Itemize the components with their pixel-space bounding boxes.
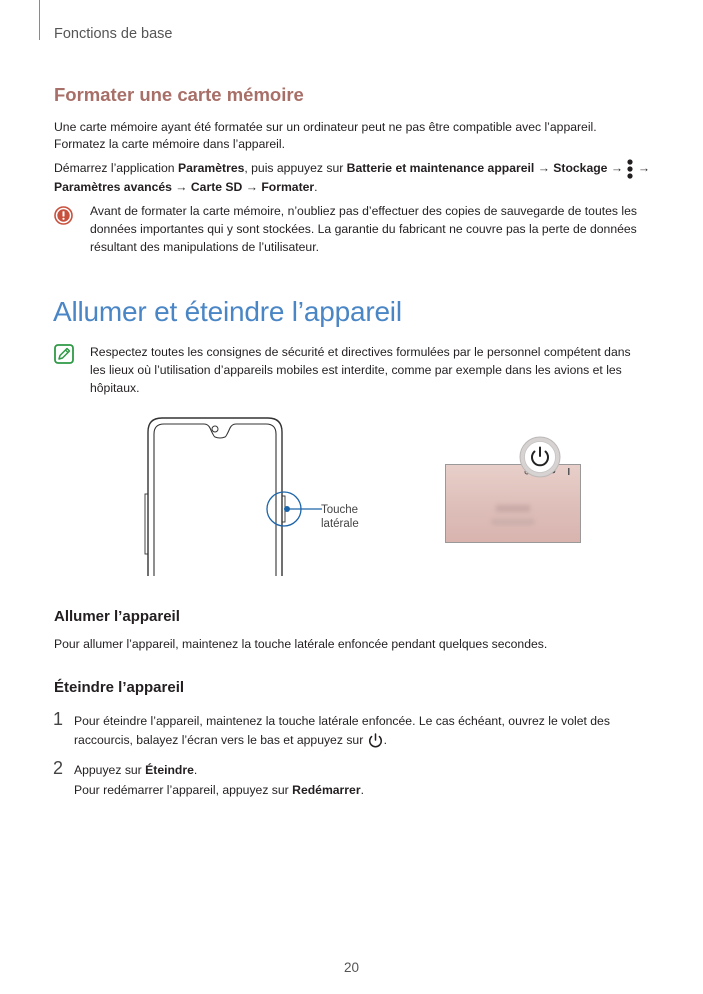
page-number: 20 [343, 960, 360, 975]
side-key-label-line2: latérale [321, 518, 359, 530]
restart-end: . [360, 783, 364, 797]
sd-card-label: Carte SD [190, 180, 243, 194]
warning-line3: résultant des manipulations de l’utilisateur. [90, 240, 319, 254]
note-line2: les lieux où l’utilisation d’appareils mobiles est interdite, comme par exemple dans les avions et les [90, 363, 622, 377]
power-icon [367, 732, 384, 749]
step2-text: Appuyez sur [74, 763, 146, 777]
note-line3: hôpitaux. [90, 381, 140, 395]
side-key-callout [262, 488, 324, 532]
settings-app-name: Paramètres [177, 161, 245, 176]
steps-text: Démarrez l’application [54, 161, 178, 176]
warning-icon [54, 206, 73, 225]
header-rule [39, 0, 40, 40]
arrow: → [610, 161, 624, 176]
step-number-1: 1 [53, 709, 64, 729]
format-intro-line2: Formatez la carte mémoire dans l’appareil. [54, 137, 285, 151]
step1-line1: Pour éteindre l’appareil, maintenez la touche latérale enfoncée. Le cas échéant, ouvrez le volet des [74, 714, 610, 728]
steps-text: , puis appuyez sur [244, 161, 347, 176]
advanced-settings-label: Paramètres avancés [54, 180, 172, 194]
format-intro-line1: Une carte mémoire ayant été formatée sur un ordinateur peut ne pas être compatible avec l’appareil. [54, 120, 597, 134]
step2-line [74, 761, 197, 779]
arrow: → [245, 180, 258, 194]
format-label: Formater [261, 180, 315, 194]
power-on-text: Pour allumer l’appareil, maintenez la touche latérale enfoncée pendant quelques secondes. [54, 637, 548, 651]
side-key-label-line1: Touche [321, 504, 359, 516]
arrow: → [175, 180, 188, 194]
step-number-2: 2 [53, 758, 64, 778]
warning-line2: données importantes qui y sont stockées. La garantie du fabricant ne couvre pas la perte de données [90, 222, 637, 236]
power-icon-highlight [519, 436, 561, 478]
step2-end: . [193, 763, 198, 777]
restart-option: Redémarrer [292, 783, 361, 797]
step1-line2-end: . [383, 733, 388, 747]
arrow: → [637, 161, 651, 176]
side-key-label [321, 503, 359, 531]
format-steps-line2: Paramètres avancés → Carte SD → Formater. [54, 180, 318, 194]
format-card-heading: Formater une carte mémoire [54, 84, 304, 105]
format-steps-line1 [54, 158, 650, 180]
arrow: → [537, 161, 550, 176]
warning-line1: Avant de formater la carte mémoire, n’oubliez pas d’effectuer des copies de sauvegarde de toutes les [90, 204, 637, 218]
step1-line2-text: raccourcis, balayez l’écran vers le bas et appuyez sur [74, 733, 367, 747]
battery-maintenance-label: Batterie et maintenance appareil [346, 161, 535, 176]
section-header: Fonctions de base [54, 26, 173, 42]
note-line1: Respectez toutes les consignes de sécurité et directives formulées par le personnel compétent dans [90, 345, 631, 359]
power-on-heading: Allumer l’appareil [54, 608, 180, 625]
power-off-option: Éteindre [145, 763, 194, 777]
note-icon [54, 344, 74, 364]
more-options-icon [626, 158, 634, 180]
power-off-heading: Éteindre l’appareil [54, 679, 185, 696]
blurred-text [492, 519, 534, 525]
restart-text: Pour redémarrer l’appareil, appuyez sur [74, 783, 293, 797]
power-section-heading: Allumer et éteindre l’appareil [53, 296, 402, 327]
storage-label: Stockage [553, 161, 608, 176]
blurred-text [496, 505, 530, 512]
step1-line2 [74, 731, 387, 749]
restart-line [74, 781, 364, 799]
